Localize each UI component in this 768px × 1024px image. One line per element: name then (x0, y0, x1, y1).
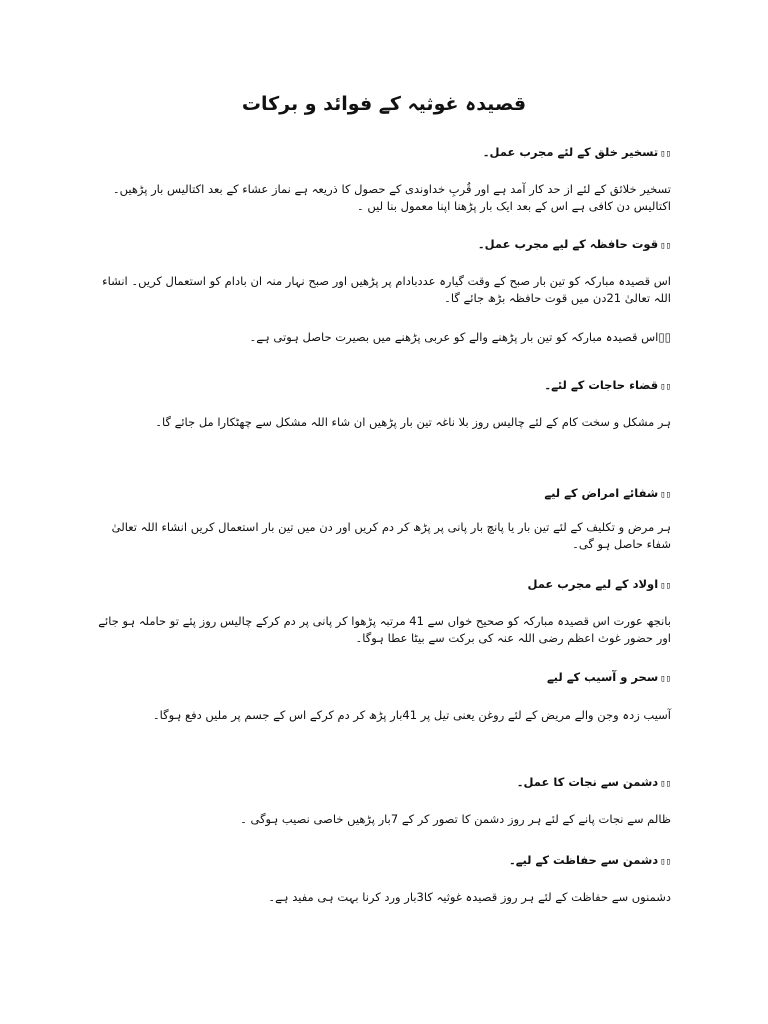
section-paragraph: ہر مرض و تکلیف کے لئے تین بار یا پانچ بار پانی پر پڑھ کر دم کریں اور دن میں تین بار استعمال کریں انشاء اللہ تعالیٰ شفاء حاصل ہو گی۔ (111, 520, 671, 551)
bullet-icon: ▯▯ (660, 857, 671, 867)
bullet-icon: ▯▯ (660, 674, 671, 684)
bullet-icon: ▯▯ (660, 779, 671, 789)
section-heading-text: تسخیر خلق کے لئے مجرب عمل۔ (482, 145, 659, 159)
section-paragraph: ہر مشکل و سخت کام کے لئے چالیس روز بلا ناغہ تین بار پڑھیں ان شاء اللہ مشکل سے چھٹکارا مل جائے گا۔ (155, 415, 671, 429)
section-heading (544, 486, 671, 500)
section-heading (527, 577, 671, 591)
section-paragraph: آسیب زدہ وجن والے مریض کے لئے روغن یعنی تیل پر 41بار پڑھ کر دم کرکے اس کے جسم پر ملیں دفع ہوگا۔ (152, 708, 671, 722)
section-heading (509, 853, 671, 867)
bullet-icon: ▯▯ (660, 149, 671, 159)
bullet-icon: ▯▯ (660, 581, 671, 591)
section-heading-text: دشمن سے نجات کا عمل۔ (516, 775, 659, 789)
section-heading-text: قوت حافظہ کے لیے مجرب عمل۔ (477, 237, 659, 251)
section-heading (483, 145, 671, 159)
section-paragraph: ظالم سے نجات پانے کے لئے ہر روز دشمن کا تصور کر کے 7بار پڑھیں خاصی نصیب ہوگی ۔ (240, 812, 671, 826)
section-heading-text: قضاء حاجات کے لئے۔ (544, 378, 659, 392)
section-heading (517, 775, 671, 789)
section-heading-text: شفائے امراض کے لیے (544, 486, 659, 500)
bullet-icon: ▯▯ (660, 241, 671, 251)
section-paragraph: تسخیر خلائق کے لئے از حد کار آمد ہے اور قُربِ خداوندی کے حصول کا ذریعہ ہے نماز عشاء کے بعد اکتالیس بار پڑھیں۔ اکتالیس دن کافی ہے اس کے بعد ایک بار پڑھنا اپنا معمول بنا لیں ۔ (112, 182, 671, 213)
page-title: قصیدہ غوثیہ کے فوائد و برکات (241, 93, 527, 115)
section-heading (547, 670, 671, 684)
section-paragraph: ▯▯اس قصیدہ مبارکہ کو تین بار پڑھنے والے کو عربی پڑھنے میں بصیرت حاصل ہوتی ہے۔ (249, 330, 671, 344)
section-paragraph: بانجھ عورت اس قصیدہ مبارکہ کو صحیح خواں سے 41 مرتبہ پڑھوا کر پانی پر دم کرکے چالیس روز پئے تو حاملہ ہو جائے اور حضور غوث اعظم رضی اللہ عنہ کی برکت سے بیٹا عطا ہوگا۔ (98, 614, 671, 645)
section-heading-text: اولاد کے لیے مجرب عمل (527, 577, 659, 591)
section-heading (544, 378, 671, 392)
section-paragraph: اس قصیدہ مبارکہ کو تین بار صبح کے وقت گیارہ عددبادام پر پڑھیں اور صبح نہار منہ ان بادام کو استعمال کریں۔ انشاء اللہ تعالیٰ 21دن میں قوت حافظہ بڑھ جائے گا۔ (102, 274, 671, 305)
bullet-icon: ▯▯ (660, 382, 671, 392)
section-heading (478, 237, 671, 251)
section-heading-text: دشمن سے حفاظت کے لیے۔ (509, 853, 659, 867)
section-paragraph: دشمنوں سے حفاظت کے لئے ہر روز قصیدہ غوثیہ کا3بار ورد کرنا بہت ہی مفید ہے۔ (268, 890, 671, 904)
section-heading-text: سحر و آسیب کے لیے (546, 670, 659, 684)
bullet-icon: ▯▯ (660, 490, 671, 500)
